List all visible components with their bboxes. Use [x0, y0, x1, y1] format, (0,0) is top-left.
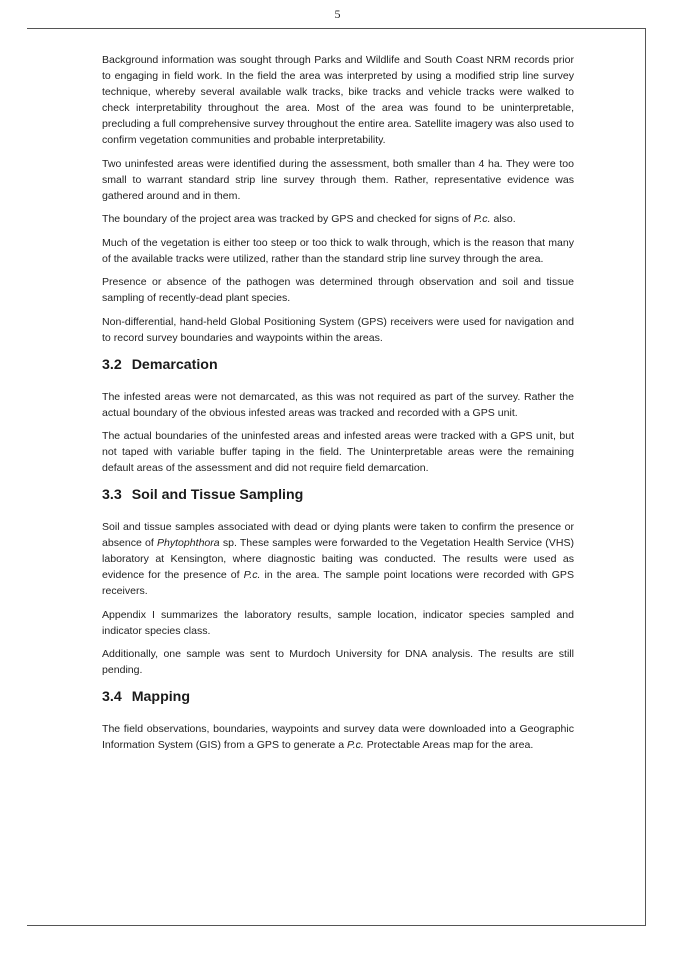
section-number: 3.4: [102, 689, 122, 705]
italic-term: P.c.: [347, 739, 364, 751]
text-run: Protectable Areas map for the area.: [363, 739, 534, 751]
paragraph-uninfested-areas: Two uninfested areas were identified during the assessment, both smaller than 4 ha. They were too small to warrant standard strip line survey through them. Rather, representative evidence was gathered around and in them.: [102, 157, 574, 202]
paragraph-background: Background information was sought through Parks and Wildlife and South Coast NRM records prior to engaging in field work. In the field the area was interpreted by using a modified strip line survey technique, whereby several available walk tracks, bike tracks and vehicle tracks were walked to check interpretability throughout the area. Most of the area was found to be uninterpretable, precluding a full comprehensive survey throughout the entire area. Satellite imagery was also used to confirm vegetation communities and probable interpretability.: [102, 54, 574, 146]
italic-term: Phytophthora: [156, 537, 220, 549]
section-number: 3.3: [102, 487, 122, 503]
paragraph-gps-receivers: Non-differential, hand-held Global Positioning System (GPS) receivers were used for navigation and to record survey boundaries and waypoints within the areas.: [102, 315, 574, 344]
text-run: The boundary of the project area was tracked by GPS and checked for signs of: [102, 213, 474, 225]
italic-term: P.c.: [473, 213, 491, 225]
page-number: 5: [334, 7, 341, 21]
section-heading-demarcation: [102, 356, 574, 374]
paragraph-sampling-3: Additionally, one sample was sent to Murdoch University for DNA analysis. The results are still pending.: [102, 648, 574, 676]
section-title: Soil and Tissue Sampling: [131, 487, 304, 503]
section-number: 3.2: [102, 356, 122, 373]
paragraph-boundary-tracking: [102, 211, 574, 227]
text-run: also.: [490, 213, 516, 225]
section-heading-sampling: [102, 486, 574, 504]
page-content: [102, 52, 574, 761]
text-run: in the area. The sample point locations were recorded with GPS receivers.: [102, 569, 574, 597]
paragraph-sampling-1: [102, 519, 574, 599]
paragraph-mapping-1: [102, 721, 574, 753]
section-title: Demarcation: [131, 356, 218, 373]
paragraph-demarcation-1: The infested areas were not demarcated, as this was not required as part of the survey. Rather the actual boundary of the obvious infested areas was tracked and recorded with a GPS unit.: [102, 390, 574, 419]
italic-term: P.c.: [243, 569, 261, 581]
paragraph-demarcation-2: The actual boundaries of the uninfested areas and infested areas were tracked with a GPS unit, but not taped with variable buffer taping in the field. The Uninterpretable areas were the remaining default areas of the assessment and did not require field demarcation.: [102, 430, 574, 474]
section-heading-mapping: [102, 688, 574, 706]
paragraph-pathogen: Presence or absence of the pathogen was determined through observation and soil and tissue sampling of recently-dead plant species.: [102, 276, 574, 304]
paragraph-sampling-2: Appendix I summarizes the laboratory results, sample location, indicator species sampled and indicator species class.: [102, 608, 574, 637]
section-title: Mapping: [131, 689, 191, 705]
text-run: sp. These samples were forwarded to the Vegetation Health Service (VHS) laboratory at Kensington, where diagnostic baiting was conducted. The results were used as evidence for the presence of: [102, 537, 574, 581]
paragraph-vegetation: Much of the vegetation is either too steep or too thick to walk through, which is the reason that many of the available tracks were utilized, rather than the standard strip line survey through the area.: [102, 236, 574, 265]
text-run: The field observations, boundaries, waypoints and survey data were downloaded into a Geographic Information System (GIS) from a GPS to generate a: [102, 723, 574, 751]
text-run: Soil and tissue samples associated with dead or dying plants were taken to confirm the presence or absence of: [102, 521, 574, 549]
